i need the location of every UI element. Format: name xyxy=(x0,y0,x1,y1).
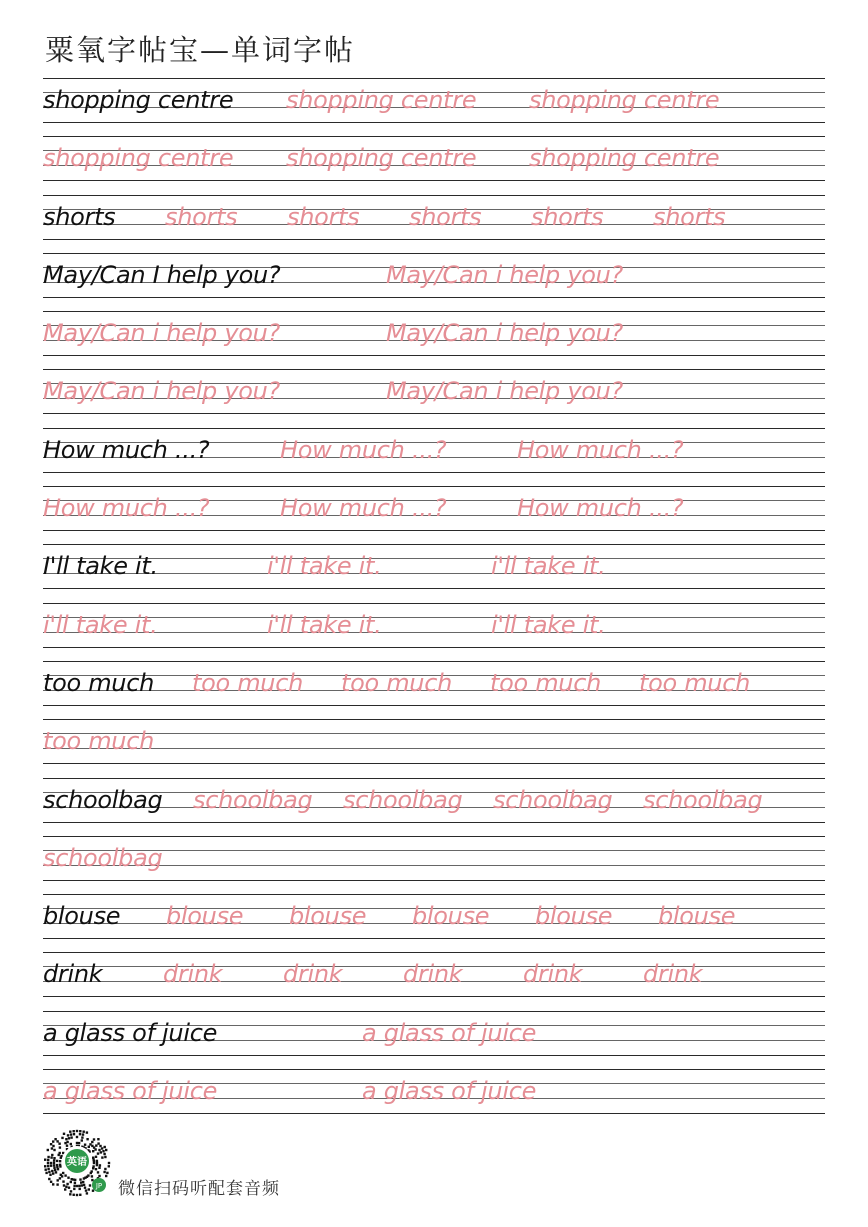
practice-row xyxy=(43,719,825,777)
trace-word: shopping centre xyxy=(286,144,477,173)
guide-line xyxy=(43,355,825,356)
trace-word: shorts xyxy=(165,202,238,231)
practice-row xyxy=(43,78,825,136)
guide-line xyxy=(43,297,825,298)
model-word: shopping centre xyxy=(43,86,234,114)
practice-row xyxy=(43,369,825,427)
guide-line xyxy=(43,369,825,370)
trace-word: too much xyxy=(639,668,751,697)
row-words xyxy=(43,606,825,646)
qr-corner-label: JP xyxy=(95,1182,103,1190)
row-words xyxy=(43,839,825,879)
guide-line xyxy=(43,603,825,604)
practice-row xyxy=(43,311,825,369)
practice-row xyxy=(43,836,825,894)
guide-line xyxy=(43,996,825,997)
trace-word: schoolbag xyxy=(193,785,313,814)
trace-word: a glass of juice xyxy=(362,1018,537,1047)
practice-row xyxy=(43,894,825,952)
row-words xyxy=(43,781,825,821)
guide-line xyxy=(43,763,825,764)
guide-line xyxy=(43,253,825,254)
row-words xyxy=(43,1072,825,1112)
trace-word: How much ...? xyxy=(280,494,447,523)
qr-code-icon xyxy=(42,1128,112,1198)
trace-word: How much ...? xyxy=(517,494,684,523)
row-words xyxy=(43,722,825,762)
model-word: too much xyxy=(43,668,155,697)
trace-word: too much xyxy=(192,668,304,697)
trace-word: i'll take it. xyxy=(491,610,606,639)
trace-word: How much ...? xyxy=(280,435,447,464)
scan-instruction: 微信扫码听配套音频 xyxy=(118,1179,280,1199)
guide-line xyxy=(43,588,825,589)
trace-word: blouse xyxy=(166,902,244,931)
practice-row xyxy=(43,778,825,836)
row-words xyxy=(43,664,825,704)
trace-word: drink xyxy=(283,960,343,989)
guide-line xyxy=(43,705,825,706)
trace-word: May/Can i help you? xyxy=(386,319,623,348)
trace-word: May/Can i help you? xyxy=(386,260,623,289)
guide-line xyxy=(43,822,825,823)
practice-row xyxy=(43,253,825,311)
model-word: blouse xyxy=(43,902,121,931)
trace-word: i'll take it. xyxy=(43,610,158,639)
trace-word: blouse xyxy=(535,902,613,931)
practice-row xyxy=(43,603,825,661)
row-words xyxy=(43,547,825,587)
trace-word: shorts xyxy=(653,202,726,231)
model-word: shorts xyxy=(43,202,116,231)
guide-line xyxy=(43,778,825,779)
guide-line xyxy=(43,544,825,545)
guide-line xyxy=(43,180,825,181)
guide-line xyxy=(43,311,825,312)
guide-line xyxy=(43,428,825,429)
guide-line xyxy=(43,719,825,720)
row-words xyxy=(43,81,825,121)
trace-word: drink xyxy=(643,960,703,989)
model-word: schoolbag xyxy=(43,785,163,814)
practice-row xyxy=(43,195,825,253)
trace-word: shorts xyxy=(531,202,604,231)
guide-line xyxy=(43,195,825,196)
trace-word: shopping centre xyxy=(286,86,477,114)
guide-line xyxy=(43,239,825,240)
row-words xyxy=(43,955,825,995)
guide-line xyxy=(43,78,825,79)
guide-line xyxy=(43,836,825,837)
row-words xyxy=(43,256,825,296)
guide-line xyxy=(43,136,825,137)
row-words xyxy=(43,431,825,471)
trace-word: blouse xyxy=(658,902,736,931)
guide-line xyxy=(43,486,825,487)
trace-word: i'll take it. xyxy=(491,552,606,581)
trace-word: drink xyxy=(163,960,223,989)
trace-word: a glass of juice xyxy=(43,1077,218,1106)
model-word: drink xyxy=(43,960,103,989)
guide-line xyxy=(43,894,825,895)
row-words xyxy=(43,198,825,238)
trace-word: too much xyxy=(490,668,602,697)
model-word: I'll take it. xyxy=(43,552,158,581)
guide-line xyxy=(43,661,825,662)
guide-line xyxy=(43,530,825,531)
page-title: 粟氧字帖宝—单词字帖 xyxy=(45,33,356,67)
guide-line xyxy=(43,122,825,123)
guide-line xyxy=(43,1069,825,1070)
trace-word: May/Can i help you? xyxy=(43,319,280,348)
practice-row xyxy=(43,661,825,719)
trace-word: a glass of juice xyxy=(362,1077,537,1106)
trace-word: blouse xyxy=(289,902,367,931)
guide-line xyxy=(43,647,825,648)
guide-line xyxy=(43,1011,825,1012)
trace-word: shopping centre xyxy=(43,144,234,173)
row-words xyxy=(43,314,825,354)
trace-word: i'll take it. xyxy=(267,552,382,581)
guide-line xyxy=(43,938,825,939)
guide-line xyxy=(43,952,825,953)
row-words xyxy=(43,1014,825,1054)
trace-word: shopping centre xyxy=(529,144,720,173)
practice-row xyxy=(43,544,825,602)
practice-row xyxy=(43,428,825,486)
practice-row xyxy=(43,1011,825,1069)
trace-word: How much ...? xyxy=(43,494,210,523)
trace-word: How much ...? xyxy=(517,435,684,464)
guide-line xyxy=(43,472,825,473)
trace-word: i'll take it. xyxy=(267,610,382,639)
trace-word: drink xyxy=(403,960,463,989)
trace-word: schoolbag xyxy=(43,843,163,872)
guide-line xyxy=(43,880,825,881)
trace-word: shorts xyxy=(287,202,360,231)
trace-word: too much xyxy=(43,727,155,756)
practice-row xyxy=(43,952,825,1010)
practice-row xyxy=(43,1069,825,1127)
row-words xyxy=(43,897,825,937)
trace-word: schoolbag xyxy=(643,785,763,814)
qr-badge-label: 英语 xyxy=(67,1157,87,1168)
trace-word: too much xyxy=(341,668,453,697)
trace-word: blouse xyxy=(412,902,490,931)
trace-word: May/Can i help you? xyxy=(43,377,280,406)
guide-line xyxy=(43,413,825,414)
trace-word: shopping centre xyxy=(529,86,720,114)
model-word: How much ...? xyxy=(43,435,210,464)
trace-word: May/Can i help you? xyxy=(386,377,623,406)
row-words xyxy=(43,139,825,179)
guide-line xyxy=(43,1055,825,1056)
practice-row xyxy=(43,136,825,194)
row-words xyxy=(43,489,825,529)
model-word: a glass of juice xyxy=(43,1018,218,1047)
bottom-rule xyxy=(43,1113,825,1114)
trace-word: shorts xyxy=(409,202,482,231)
row-words xyxy=(43,372,825,412)
trace-word: drink xyxy=(523,960,583,989)
practice-sheet xyxy=(43,78,825,1127)
model-word: May/Can I help you? xyxy=(43,260,281,289)
trace-word: schoolbag xyxy=(343,785,463,814)
practice-row xyxy=(43,486,825,544)
trace-word: schoolbag xyxy=(493,785,613,814)
